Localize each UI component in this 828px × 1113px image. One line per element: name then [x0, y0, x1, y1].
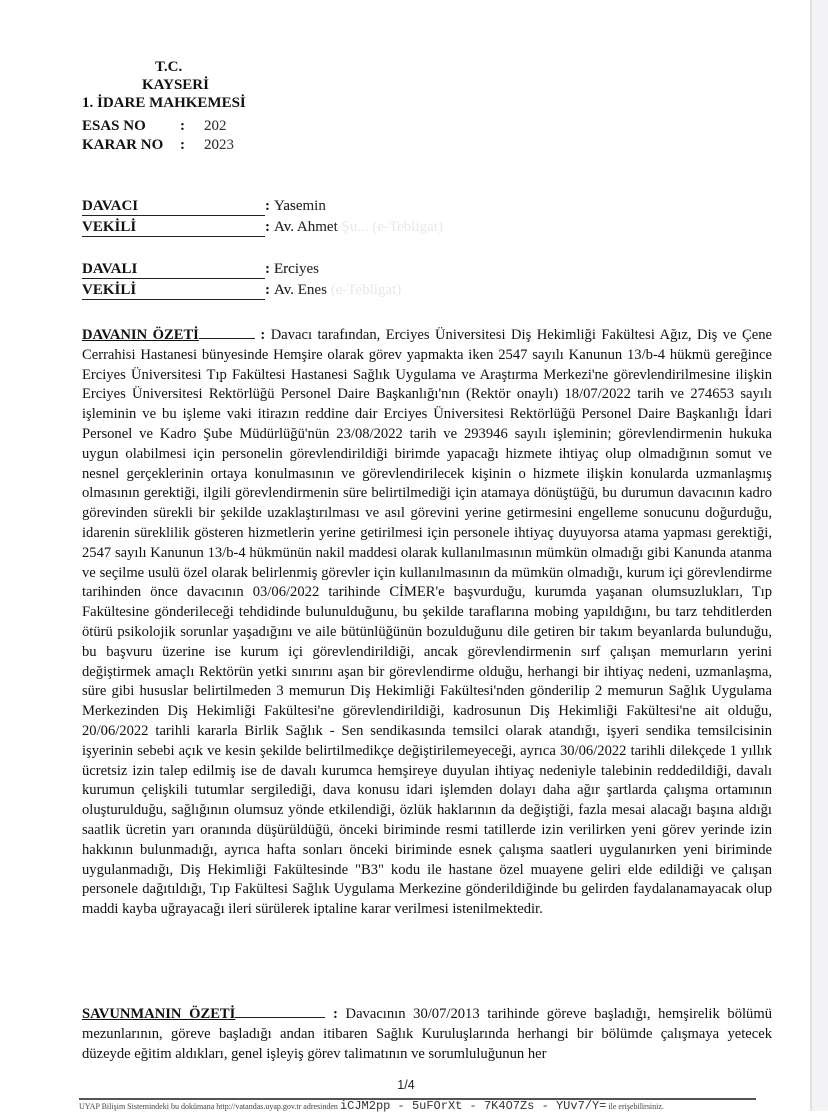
karar-no-value: 2023 [204, 137, 234, 153]
defense-summary-section [82, 1003, 772, 1064]
karar-no-row [82, 136, 234, 155]
case-numbers [82, 117, 234, 155]
claim-summary-text: Davacı tarafından, Erciyes Üniversitesi Diş Hekimliği Fakültesi Ağız, Diş ve Çene Cerrahisi Hastanesi bünyesinde Hemşire olarak görev yapmakta iken 2547 sayılı Kanunun 13/b-4 hükmü gereğince Erciyes Üniversitesi Tıp Fakültesi Hastanesi Sağlık Uygulama ve Araştırma Merkezi'ne görevlendirilmesine ilişkin Erciyes Üniversitesi Rektörlüğü Personel Daire Başkanlığı'nın (Rektör onaylı) 18/07/2022 tarih ve 274653 sayılı işleminin ve bu işleme vaki itirazın reddine dair Erciyes Üniversitesi Rektörlüğü Personel Daire Başkanlığı İdari Personel ve Kadro Şube Müdürlüğü'nün 23/08/2022 tarih ve 293946 sayılı işleminin; görevlendirmenin hukuka uygun olabilmesi için personelin görevlendirildiği birimde yapacağı hizmete ihtiyaç olup olmadığının somut ve nesnel gerçeklerinin ortaya konulmasının ve görevlendirilecek kişinin o hizmete ilişkin konularda uzmanlaşmış olmasının gerektiği, ilgili görevlendirmenin süre belirtilmediği için atamaya dönüştüğü, bu durumun davacının kadro görevinden sürekli bir şekilde uzaklaştırılması ve asıl görevini yerine getirmesini engelleme sonucunu doğurduğu, idarenin süreklilik gösteren hizmetlerin yerine getirilmesi için personele ihtiyaç duyuyorsa atama yapması gerektiği, 2547 sayılı Kanunun 13/b-4 hükmünün nakil maddesi olarak kullanılmasının mümkün olmadığı gibi Kanunda atanma ve seçilme usulü özel olarak belirlenmiş görevler için kullanılmasının da mümkün olmadığı, kurum içi görevlendirme tarihinden önce davacının 03/06/2022 tarihinde CİMER'e başvurduğu, kurumda yaşanan olumsuzlukları, Tıp Fakültesine gönderileceği tehdidinde bulunulduğunu, bu şekilde taraflarına mobing yapıldığını, bu tarz tehditlerden ötürü psikolojik sorunlar yaşadığını ve aile bütünlüğünün bozulduğunu dile getiren bir takım beyanlarda bulunduğu, bu başvuru üzerine ise kurum içi görevlendirildiği, ancak görevlendirmenin sırf çalışan memurların yerini değiştirmek amaçlı Rektörün yetki sınırını aşan bir görevlendirme olduğu, herhangi bir ihtiyaç nedeni, uzmanlaşma, süre gibi hususlar belirtilmeden 3 memurun Diş Hekimliği Fakültesi'nden gönderilip 2 memurun Sağlık Uygulama Merkezinden Diş Hekimliği Fakültesi'ne görevlendirildiği, kadrosunun Diş Hekimliği Fakültesi'ne ait olduğu, 20/06/2022 tarihli kararla Birlik Sağlık - Sen sendikasında temsilci olarak atandığı, işyeri sendika temsilcisinin işyerinin sebebi açık ve kesin şekilde belirtilmedikçe değiştirilemeyeceği, ayrıca 30/06/2022 tarihli dilekçede 1 yıllık ücretsiz izin talep edilmiş ise de davalı kurumca hemşireye duyulan ihtiyaç nedeniyle talebinin reddedildiği, davalı kurumun çelişkili tutumlar sergilediği, dava konusu idari işlemden dolayı daha ağır şartlarda çalışma ortamının oluşturulduğu, sağlığının olumsuz yönde etkilendiği, özlük haklarının da değiştiği, fazla mesai alacağı başına aldığı saatlik ücretin yarı oranında düşürüldüğü, önceki biriminde resmi tatillerde izin verilirken yeni görev yerinde izin hakkının bulunmadığı, ayrıca hafta sonları önceki biriminde esnek çalışma saatleri uygulanırken yeni biriminde uygulanmadığı, Diş Hekimliği Fakültesinde "B3" kodu ile hastane özel muayene geliri elde edildiği ve çalışan personele dağıtıldığı, Tıp Fakültesi Sağlık Uygulama Merkezine gönderildiğinde bu gelirden faydalanamayacak olup maddi kayba uğrayacağı ileri sürülerek iptaline karar verilmesi istenilmektedir. [82, 327, 773, 918]
esas-no-value: 202 [204, 118, 227, 134]
court-name: 1. İDARE MAHKEMESİ [82, 95, 246, 111]
court-tc: T.C. [155, 59, 183, 75]
claim-summary-underline [199, 324, 255, 339]
plaintiff-sep: : [265, 198, 270, 214]
plaintiff-attorney-label: VEKİLİ [82, 218, 265, 237]
footer [79, 1099, 819, 1113]
plaintiff-attorney-sep: : [265, 219, 270, 235]
defense-summary-underline [235, 1003, 325, 1018]
claim-summary-section [82, 324, 772, 920]
esas-no-row [82, 117, 234, 136]
defendant-attorney-redacted: (e-Tebligat) [330, 282, 402, 298]
plaintiff-row [82, 196, 443, 217]
vertical-scrollbar[interactable] [810, 0, 828, 1111]
plaintiff-block [82, 196, 443, 238]
plaintiff-attorney-redacted: Şu... (e-Tebligat) [341, 219, 443, 235]
esas-no-sep: : [180, 118, 185, 134]
defendant-sep: : [265, 261, 270, 277]
footer-prefix: UYAP Bilişim Sistemindeki bu dokümana http://vatandas.uyap.gov.tr adresinden [79, 1102, 338, 1111]
footer-access-code: iCJM2pp - 5uFOrXt - 7K4O7Zs - YUv7/Y= [339, 1099, 607, 1113]
defendant-block [82, 259, 401, 301]
defendant-attorney-sep: : [265, 282, 270, 298]
karar-no-label: KARAR NO [82, 137, 164, 153]
court-city: KAYSERİ [142, 77, 209, 93]
defendant-attorney-row [82, 280, 401, 301]
plaintiff-attorney-name: Av. Ahmet [274, 219, 338, 235]
claim-summary-heading: DAVANIN ÖZETİ [82, 327, 199, 343]
karar-no-sep: : [180, 137, 185, 153]
defendant-attorney-label: VEKİLİ [82, 281, 265, 300]
plaintiff-name: Yasemin [274, 198, 326, 214]
esas-no-label: ESAS NO [82, 118, 146, 134]
defendant-name: Erciyes [274, 261, 319, 277]
footer-suffix: ile erişebilirsiniz. [608, 1102, 664, 1111]
page-number: 1/4 [397, 1078, 415, 1092]
defendant-label: DAVALI [82, 260, 265, 279]
defense-summary-text: Davacının 30/07/2013 tarihinde göreve başladığı, hemşirelik bölümü mezunlarının, göreve başladığı andan itibaren Sağlık Kuruluşlarında herhangi bir bölümde çalışmaya yetecek düzeyde eğitim aldıkları, genel işleyiş görev talimatının ve sorumluluğunun her [82, 1006, 772, 1062]
defense-summary-sep: : [333, 1006, 338, 1022]
plaintiff-label: DAVACI [82, 197, 265, 216]
defendant-attorney-name: Av. Enes [274, 282, 327, 298]
claim-summary-sep: : [260, 327, 266, 343]
plaintiff-attorney-row [82, 217, 443, 238]
defendant-row [82, 259, 401, 280]
court-header [82, 58, 246, 112]
defense-summary-heading: SAVUNMANIN ÖZETİ [82, 1006, 236, 1022]
